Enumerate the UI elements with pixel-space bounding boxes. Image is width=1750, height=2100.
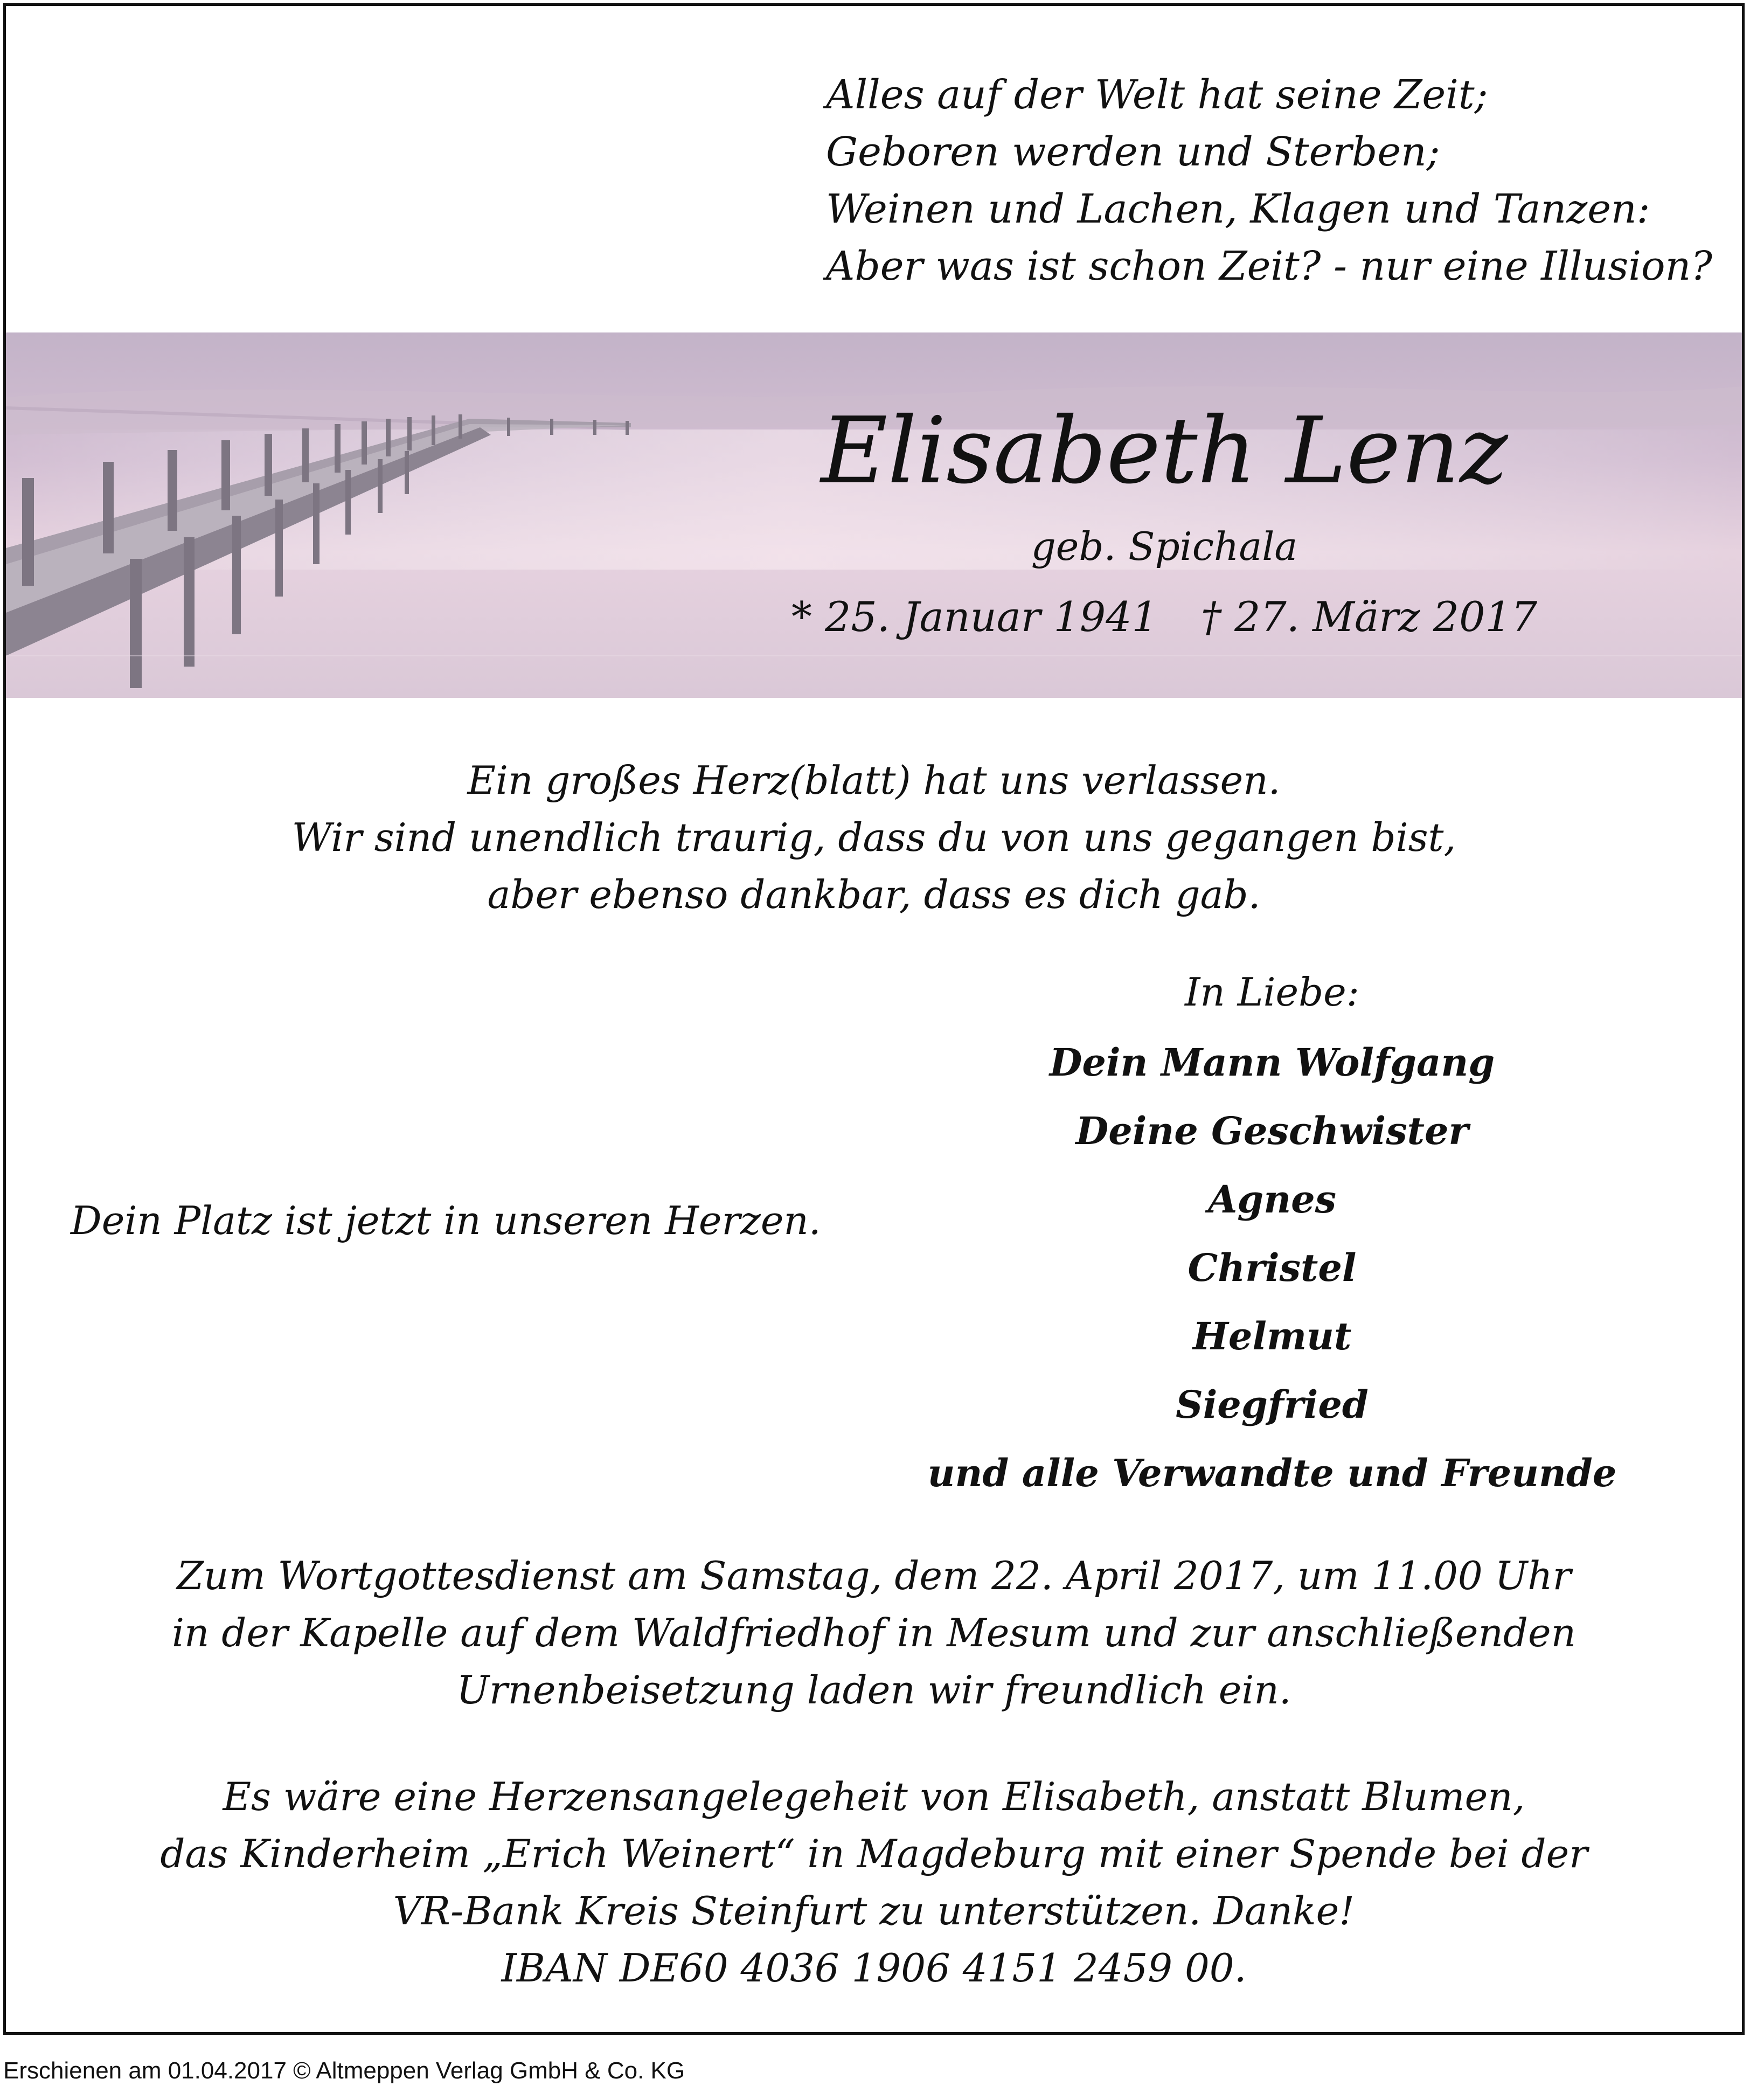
service-line: in der Kapelle auf dem Waldfriedhof in Mesum und zur anschließenden — [172, 1610, 1576, 1655]
obituary-frame — [3, 3, 1745, 2035]
deceased-name: Elisabeth Lenz — [821, 398, 1508, 504]
jetty-over-lake-image — [6, 332, 1742, 698]
banner — [6, 332, 1742, 698]
message-line: aber ebenso dankbar, dass es dich gab. — [487, 872, 1261, 917]
heart-line: Dein Platz ist jetzt in unseren Herzen. — [71, 1198, 821, 1243]
publication-footer: Erschienen am 01.04.2017 © Altmeppen Verlag GmbH & Co. KG — [3, 2057, 685, 2084]
message-line: Wir sind unendlich traurig, dass du von uns gegangen bist, — [291, 815, 1456, 860]
donation-request — [6, 1768, 1742, 1997]
quote-line: Geboren werden und Sterben; — [826, 129, 1440, 175]
quote-line: Alles auf der Welt hat seine Zeit; — [826, 72, 1488, 118]
service-line: Urnenbeisetzung laden wir freundlich ein. — [456, 1667, 1291, 1713]
family-member: Dein Mann Wolfgang — [1049, 1040, 1495, 1085]
opening-quote — [826, 66, 1715, 295]
family-member: Siegfried — [1176, 1382, 1369, 1427]
quote-line: Aber was ist schon Zeit? - nur eine Illusion? — [826, 243, 1712, 289]
death-date: † 27. März 2017 — [1200, 593, 1538, 641]
birth-date: * 25. Januar 1941 — [791, 593, 1158, 641]
family-member: Christel — [1188, 1245, 1357, 1290]
family-member: und alle Verwandte und Freunde — [927, 1451, 1617, 1495]
donation-line: Es wäre eine Herzensangelegeheit von Elisabeth, anstatt Blumen, — [223, 1774, 1525, 1819]
family-signatures — [868, 962, 1676, 1507]
family-member: Agnes — [1207, 1177, 1337, 1222]
donation-line: VR-Bank Kreis Steinfurt zu unterstützen. Danke! — [393, 1888, 1355, 1933]
message-line: Ein großes Herz(blatt) hat uns verlassen. — [467, 758, 1281, 803]
donation-iban: IBAN DE60 4036 1906 4151 2459 00. — [501, 1945, 1247, 1991]
family-member: Deine Geschwister — [1075, 1108, 1469, 1153]
donation-line: das Kinderheim „Erich Weinert“ in Magdeburg mit einer Spende bei der — [160, 1831, 1588, 1876]
maiden-name: geb. Spichala — [1031, 524, 1298, 569]
family-lead: In Liebe: — [1184, 969, 1360, 1015]
service-line: Zum Wortgottesdienst am Samstag, dem 22. April 2017, um 11.00 Uhr — [176, 1553, 1572, 1598]
service-announcement — [6, 1547, 1742, 1718]
family-member: Helmut — [1192, 1314, 1352, 1359]
life-dates — [706, 591, 1622, 643]
quote-line: Weinen und Lachen, Klagen und Tanzen: — [826, 186, 1650, 232]
farewell-message — [6, 752, 1742, 923]
